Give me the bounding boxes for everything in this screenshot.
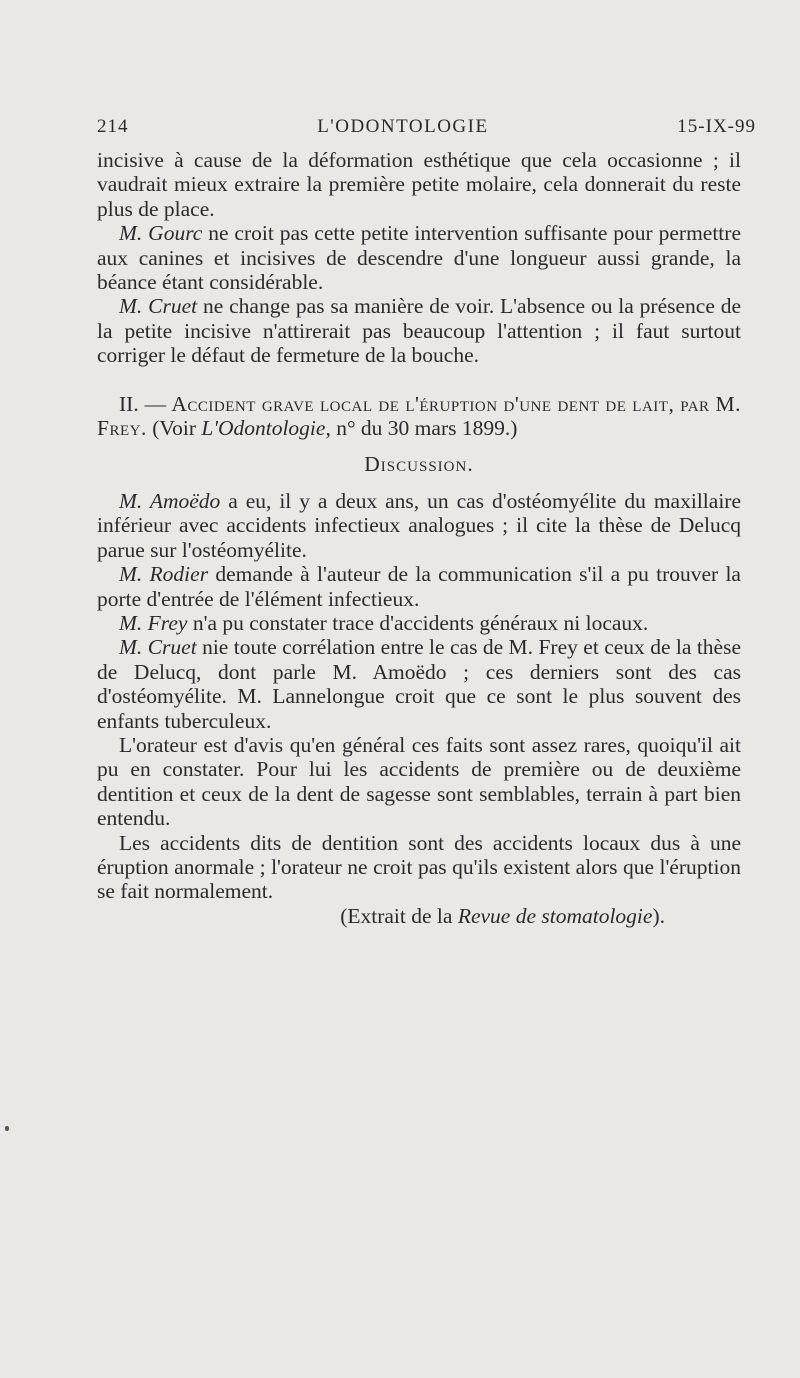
paragraph [97, 733, 741, 831]
running-header [97, 116, 756, 138]
speaker-name: M. Gourc [119, 221, 203, 246]
section-ref-suffix: , n° du 30 mars 1899.) [325, 416, 518, 441]
paragraph-text: L'orateur est d'avis qu'en général ces faits sont assez rares, quoiqu'il ait pu en constater. Pour lui les accidents de première ou de deuxième dentition et ceux de la dent de sagesse sont semblables, terrain à part bien entendu. [97, 732, 741, 831]
ink-spot [5, 1126, 9, 1131]
discussion-heading: Discussion. [364, 452, 474, 477]
paragraph [97, 489, 741, 562]
paragraph-text: a eu, il y a deux ans, un cas d'ostéomyélite du maxillaire inférieur avec accidents infectieux analogues ; il cite la thèse de Delucq parue sur l'ostéomyélite. [97, 488, 741, 562]
source-prefix: (Extrait de la [340, 903, 458, 928]
speaker-name: M. Cruet [119, 294, 198, 319]
section-heading [97, 392, 741, 441]
paragraph [97, 562, 741, 611]
paragraph [97, 635, 741, 733]
paragraph [97, 831, 741, 904]
page-number: 214 [97, 116, 129, 137]
speaker-name: M. Rodier [119, 562, 209, 587]
paragraph-text: n'a pu constater trace d'accidents généraux ni locaux. [187, 610, 649, 635]
issue-date: 15-IX-99 [677, 116, 756, 137]
paragraph-text: ne croit pas cette petite intervention suffisante pour permettre aux canines et incisives de descendre d'une longueur aussi grande, la béance étant considérable. [97, 221, 741, 295]
paragraph-text: demande à l'auteur de la communication s'il a pu trouver la porte d'entrée de l'élément infectieux. [97, 562, 741, 611]
section-ref-journal: L'Odontologie [201, 416, 326, 441]
paragraph [97, 611, 741, 635]
speaker-name: M. Cruet [119, 635, 197, 660]
section-title: — Accident grave local de l'éruption d'une dent de lait, par M. Frey. [97, 391, 741, 441]
paragraph [97, 148, 741, 221]
paragraph-text: nie toute corrélation entre le cas de M. Frey et ceux de la thèse de Delucq, dont parle M. Amoëdo ; ces derniers sont des cas d'ostéomyélite. M. Lannelongue croit que ce sont le plus souvent des enfants tuberculeux. [97, 635, 741, 733]
paragraph-text: incisive à cause de la déformation esthétique que cela occasionne ; il vaudrait mieux extraire la première petite molaire, cela donnerait du reste plus de place. [97, 148, 741, 221]
paragraph [97, 221, 741, 294]
paragraph-text: Les accidents dits de dentition sont des accidents locaux dus à une éruption anormale ; l'orateur ne croit pas qu'ils existent alors que l'éruption se fait normalement. [97, 830, 741, 904]
paragraph-text: ne change pas sa manière de voir. L'absence ou la présence de la petite incisive n'attirerait pas beaucoup l'attention ; il faut surtout corriger le défaut de fermeture de la bouche. [97, 294, 742, 368]
speaker-name: M. Frey [119, 610, 188, 635]
section-ref-prefix: (Voir [146, 416, 202, 441]
source-citation [97, 904, 741, 928]
journal-title: L'ODONTOLOGIE [317, 116, 489, 137]
source-suffix: ). [652, 903, 665, 928]
paragraph [97, 294, 741, 367]
speaker-name: M. Amoëdo [119, 488, 221, 513]
body-text [97, 148, 741, 928]
section-numeral: II. [119, 391, 139, 416]
source-journal: Revue de stomatologie [457, 903, 653, 928]
